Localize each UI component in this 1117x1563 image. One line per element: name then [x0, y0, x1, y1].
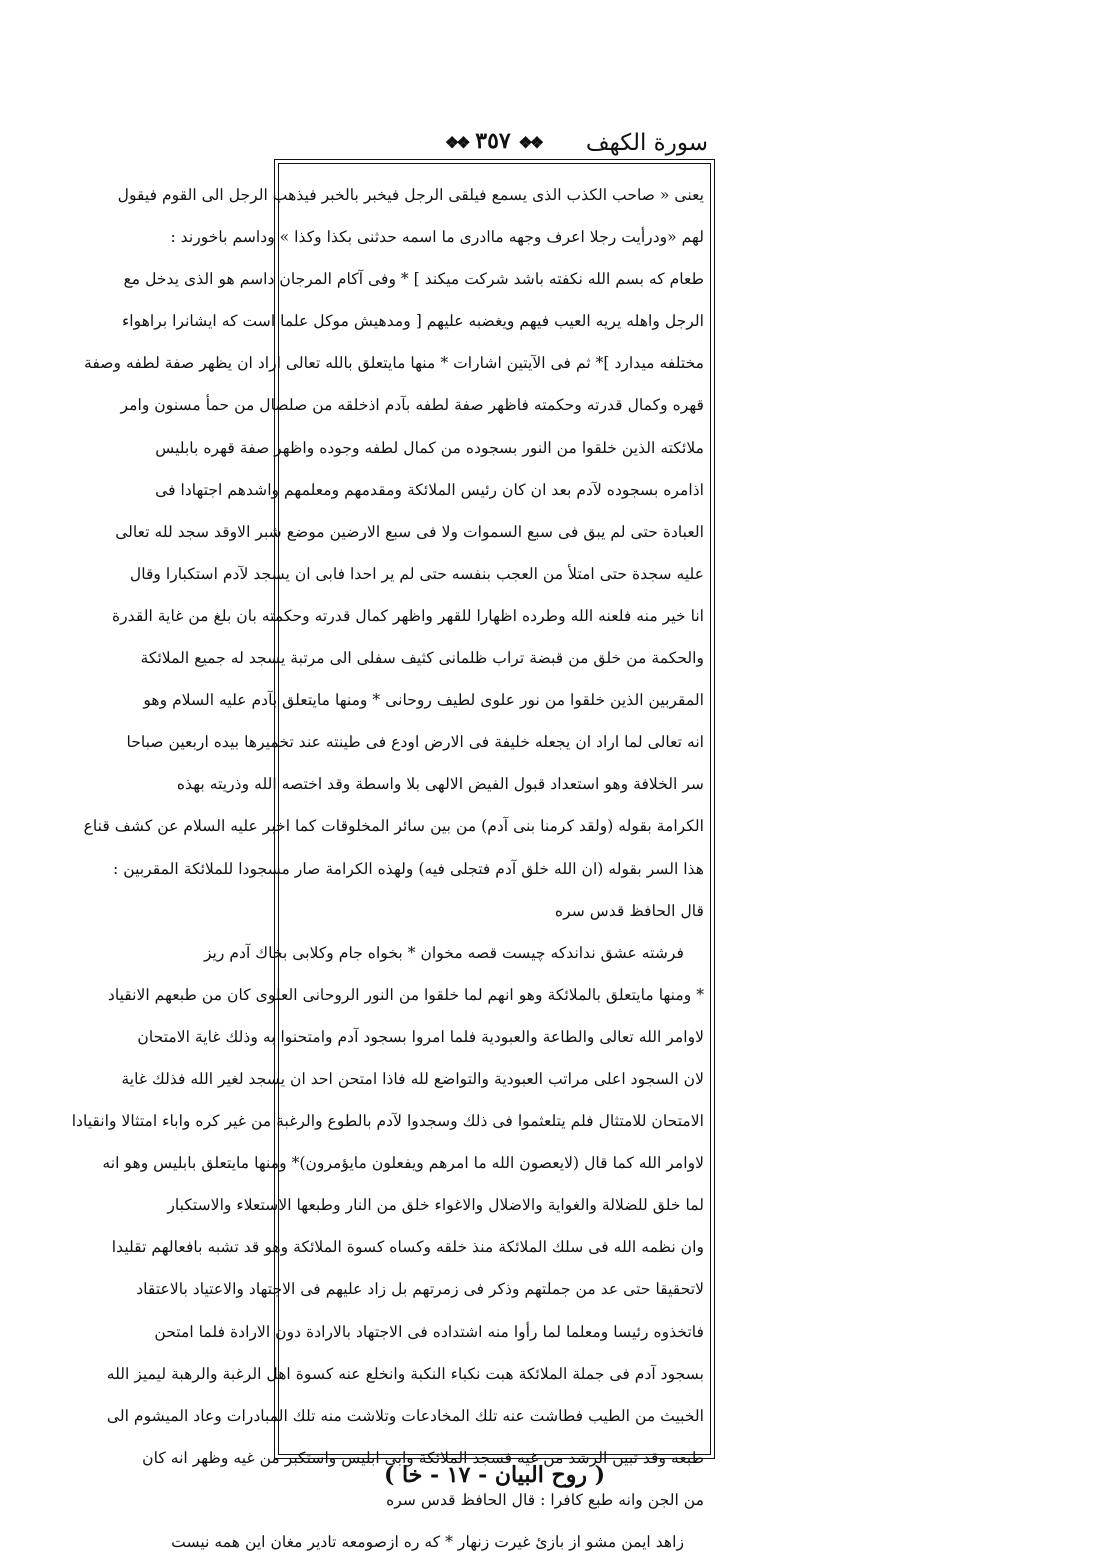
- text-line: * ومنها مايتعلق بالملائكة وهو انهم لما خلقوا من النور الروحانى العلوى كان من طبعهم الانقياد: [107, 985, 704, 1004]
- text-line: لما خلق للضلالة والغواية والاضلال والاغواء خلق من النار وطبعها الاستعلاء والاستكبار: [167, 1196, 704, 1215]
- verse-line: فرشته عشق نداندكه چيست قصه مخوان * بخواه جام وكلابى بخاك آدم ريز: [203, 943, 684, 962]
- text-line: طبعه وقد تبين الرشد من غيه فسجد الملائكة وابى ابليس واستكبر من غيه وظهر انه كان: [142, 1448, 704, 1467]
- text-line: هذا السر بقوله (ان الله خلق آدم فتجلى فيه) ولهذه الكرامة صار مسجودا للملائكة المقربين :: [113, 859, 704, 878]
- text-line: لاوامر الله كما قال (لايعصون الله ما امرهم ويفعلون مايؤمرون)* ومنها مايتعلق بابليس وهو انه: [102, 1154, 704, 1173]
- page-number: ٣٥٧: [475, 128, 511, 154]
- text-line: انا خير منه فلعنه الله وطرده اظهارا للقهر واظهر كمال قدرته وحكمته بان بلغ من غاية القدرة: [111, 606, 704, 625]
- text-line: يعنى « صاحب الكذب الذى يسمع فيلقى الرجل فيخبر بالخبر فيذهب الرجل الى القوم فيقول: [117, 186, 704, 204]
- text-line: سر الخلافة وهو استعداد قبول الفيض الالهى بلا واسطة وقد اختصه الله وذريته بهذه: [176, 775, 704, 794]
- text-line: العبادة حتى لم يبق فى سبع السموات ولا فى سبع الارضين موضع شبر الاوقد سجد لله تعالى: [115, 522, 704, 541]
- text-line: والحكمة من خلق من قبضة تراب ظلمانى كثيف سفلى الى مرتبة يسجد له جميع الملائكة: [140, 649, 704, 668]
- text-line: المقربين الذين خلقوا من نور علوى لطيف روحانى * ومنها مايتعلق بآدم عليه السلام وهو: [143, 691, 704, 710]
- text-line: قال الحافظ قدس سره: [554, 901, 704, 920]
- text-line: فاتخذوه رئيسا ومعلما لما رأوا منه اشتداده فى الاجتهاد بالارادة دون الارادة فلما امتحن: [154, 1322, 704, 1341]
- text-line: ملائكته الذين خلقوا من النور بسجوده من كمال لطفه وجوده واظهر صفة قهره بابليس: [155, 438, 704, 457]
- verse-line: زاهد ايمن مشو از بازئ غيرت زنهار * كه ره ازصومعه تادير مغان اين همه نيست: [171, 1533, 684, 1551]
- text-line: بسجود آدم فى جملة الملائكة هبت نكباء النكبة وانخلع عنه كسوة اهل الرغبة والرهبة ليميز الله: [106, 1364, 704, 1383]
- text-line: الخبيث من الطيب فطاشت عنه تلك المخادعات وتلاشت منه تلك المبادرات وعاد الميشوم الى: [106, 1406, 704, 1425]
- text-line: من الجن وانه طبع كافرا : قال الحافظ قدس سره: [386, 1490, 704, 1509]
- running-header: [268, 128, 708, 162]
- text-line: لان السجود اعلى مراتب العبودية والتواضع لله فاذا امتحن احد ان يسجد لغير الله فذلك غاية: [121, 1069, 704, 1088]
- text-line: الكرامة بقوله (ولقد كرمنا بنى آدم) من بين سائر المخلوقات كما اخبر عليه السلام عن كشف قناع: [83, 817, 704, 836]
- surah-title: سورة الكهف: [585, 130, 708, 156]
- text-line: عليه سجدة حتى امتلأ من العجب بنفسه حتى لم ير احدا فابى ان يسجد لآدم استكبارا وقال: [129, 564, 704, 583]
- main-text: [71, 174, 704, 1563]
- text-line: لاوامر الله تعالى والطاعة والعبودية فلما امروا بسجود آدم وامتحنوا به وذلك غاية الامتحان: [137, 1027, 704, 1046]
- text-line: قهره وكمال قدرته وحكمته فاظهر صفة لطفه بآدم اذخلقه من صلصال من حمأ مسنون وامر: [120, 396, 704, 415]
- text-line: لهم «ودرأيت رجلا اعرف وجهه ماادرى ما اسمه حدثنى بكذا وكذا » وداسم باخورند :: [170, 228, 704, 247]
- text-line: مختلفه ميدارد ]* ثم فى الآيتين اشارات * منها مايتعلق بالله تعالى اراد ان يظهر صفة لطفه وصفة: [84, 354, 704, 373]
- text-line: انه تعالى لما اراد ان يجعله خليفة فى الارض اودع فى طينته عند تخميرها بيده اربعين صباحا: [126, 733, 704, 752]
- text-line: وان نظمه الله فى سلك الملائكة منذ خلقه وكساه كسوة الملائكة وهو قد تشبه بافعالهم تقليدا: [111, 1238, 704, 1257]
- page-number-block: [423, 128, 563, 154]
- text-line: الامتحان للامتثال فلم يتلعثموا فى ذلك وسجدوا لآدم بالطوع والرغبة من غير كره واباء امتثالا وانقيادا: [71, 1112, 704, 1131]
- signature-mark: ( روح البيان - ١٧ - خا ): [383, 1462, 606, 1488]
- text-line: الرجل واهله يريه العيب فيهم ويغضبه عليهم [ ومدهيش موكل علما است كه ايشانرا براهواء: [121, 312, 704, 331]
- ornament-right-icon: ❖❖: [518, 132, 542, 152]
- text-line: اذامره بسجوده لآدم بعد ان كان رئيس الملائكة ومقدمهم ومعلمهم واشدهم اجتهادا فى: [155, 480, 704, 499]
- text-line: لاتحقيقا حتى عد من جملتهم وذكر فى زمرتهم بل زاد عليهم فى الاجتهاد والاعتياد بالاعتقاد: [136, 1280, 704, 1299]
- ornament-left-icon: ❖❖: [444, 132, 468, 152]
- text-line: طعام كه بسم الله نكفته باشد شركت ميكند ] * وفى آكام المرجان داسم هو الذى يدخل مع: [123, 270, 704, 289]
